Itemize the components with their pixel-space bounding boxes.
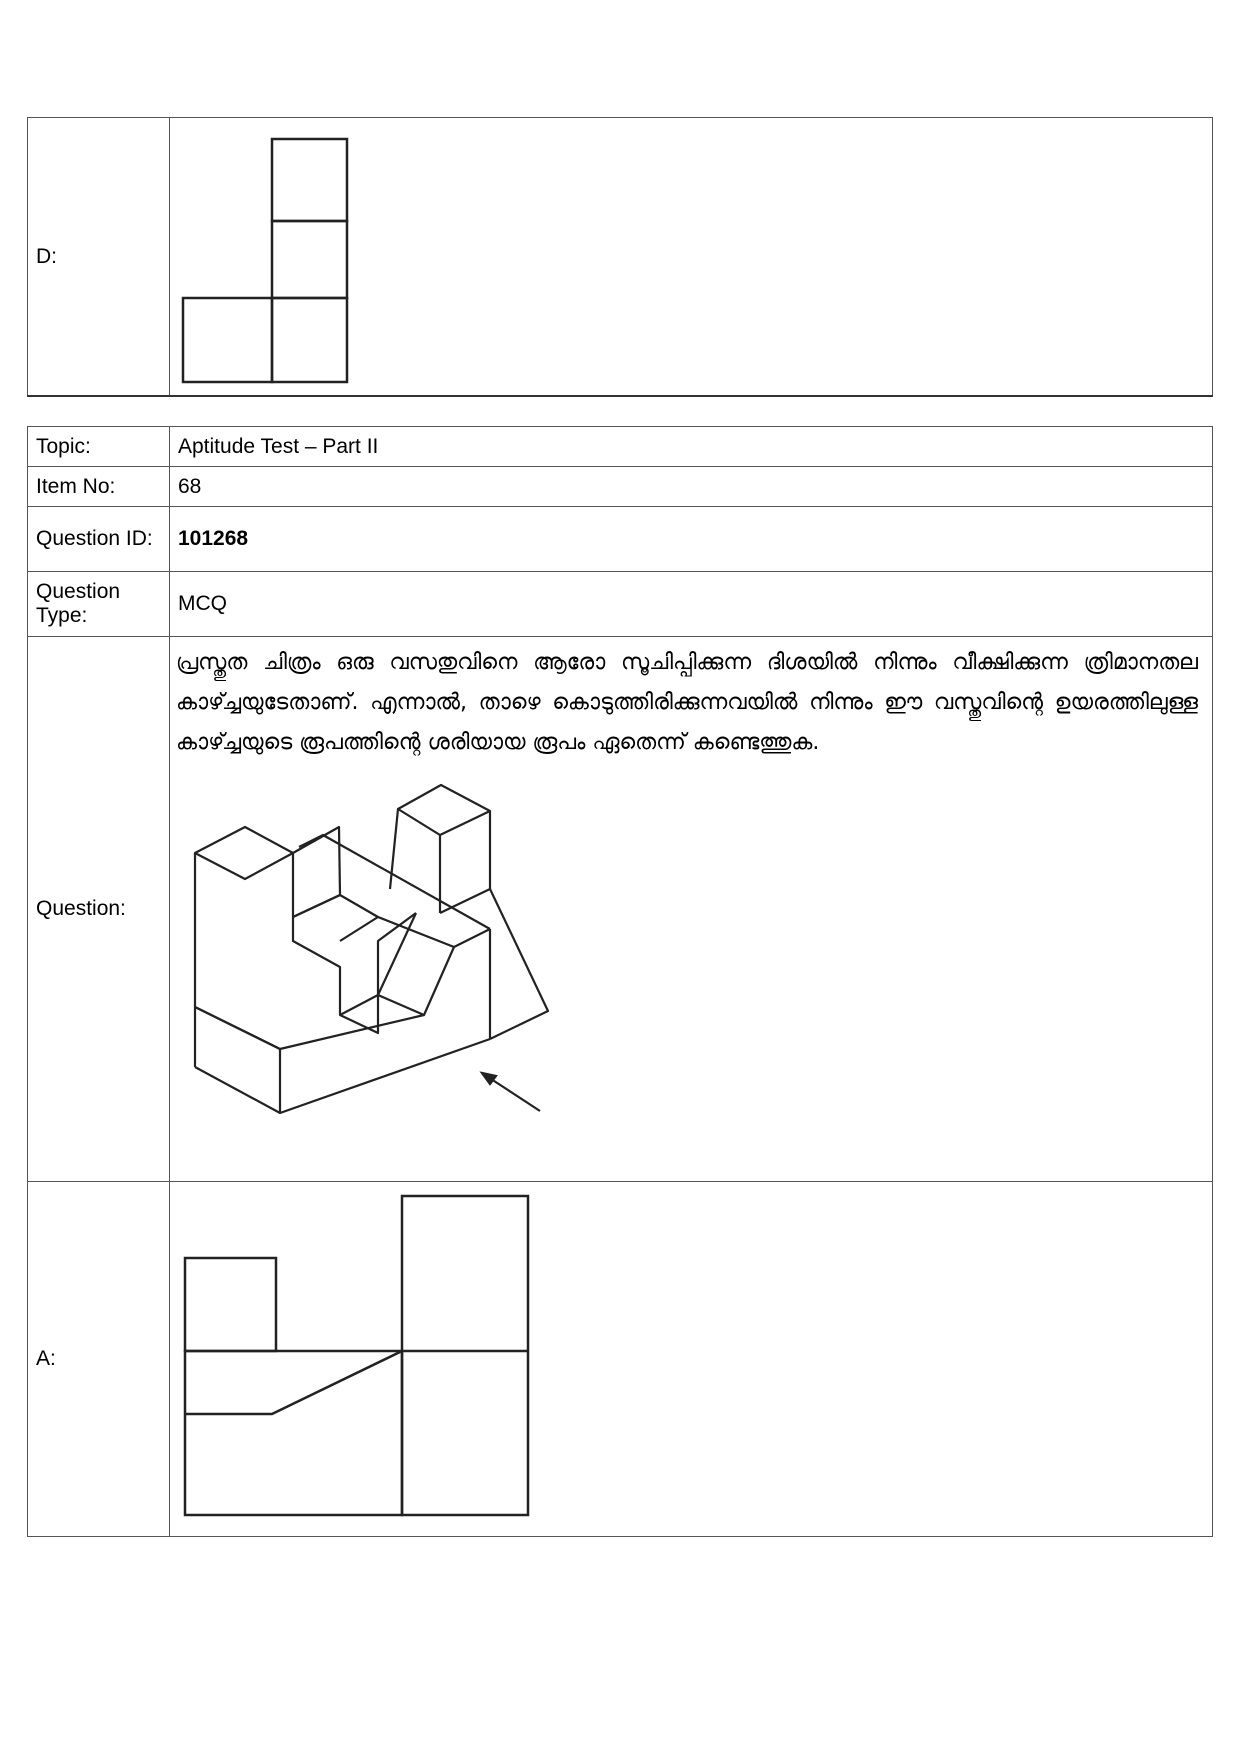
question-id-value: 101268	[170, 507, 1213, 572]
item-no-label: Item No:	[28, 467, 170, 507]
groove-top-edge	[454, 929, 490, 947]
topic-row	[28, 427, 1213, 467]
item-no-row	[28, 467, 1213, 507]
view-direction-arrow	[482, 1073, 540, 1111]
question-table	[27, 426, 1213, 1537]
option-a-figure	[170, 1189, 570, 1529]
option-a-figure-cell	[170, 1182, 1213, 1537]
question-label: Question:	[28, 637, 170, 1182]
option-a-tall-rectangle	[402, 1196, 528, 1515]
step-tread	[293, 895, 378, 941]
question-content-cell	[170, 637, 1213, 1182]
question-text: പ്രസ്തുത ചിത്രം ഒരു വസതുവിനെ ആരോ സൂചിപ്പിക്കുന്ന ദിശയിൽ നിന്നും വീക്ഷിക്കുന്ന ത്രിമാനതല കാഴ്ച്ചയുടേതാണ്. എന്നാൽ, താഴെ കൊടുത്തിരിക്കുന്നവയിൽ നിന്നും ഈ വസ്തുവിന്റെ ഉയരത്തിലുള്ള കാഴ്ച്ചയുടെ രൂപത്തിന്റെ ശരിയായ രൂപം ഏതെന്ന് കണ്ടെത്തുക.	[176, 650, 1198, 755]
option-d-top-square	[272, 139, 347, 221]
option-d-label: D:	[28, 118, 170, 397]
step-profile	[293, 853, 416, 1033]
question-id-label: Question ID:	[28, 507, 170, 572]
option-d-bottom-left-square	[183, 298, 272, 382]
option-a-row	[28, 1182, 1213, 1537]
front-left-bottom-edge	[195, 1007, 280, 1049]
slanted-support	[490, 889, 548, 1039]
option-a-slant-line	[185, 1351, 402, 1414]
topic-value: Aptitude Test – Part II	[170, 427, 1213, 467]
question-type-value: MCQ	[170, 572, 1213, 637]
left-block-front-face	[195, 853, 280, 1049]
option-d-table	[27, 117, 1213, 397]
option-a-left-block	[185, 1351, 402, 1515]
option-d-figure	[170, 122, 570, 392]
option-a-small-top-square	[185, 1258, 276, 1351]
option-a-label: A:	[28, 1182, 170, 1537]
rear-cube-top-face	[398, 785, 490, 835]
isometric-object-figure	[170, 781, 590, 1181]
front-bottom-edge	[280, 1039, 490, 1113]
item-no-value: 68	[170, 467, 1213, 507]
question-type-label: Question Type:	[28, 572, 170, 637]
question-id-row	[28, 507, 1213, 572]
option-d-bottom-right-square	[272, 298, 347, 382]
option-d-figure-cell	[170, 118, 1213, 397]
rail-back-edge	[440, 889, 490, 913]
left-block-top-face	[195, 827, 293, 879]
option-d-middle-square	[272, 221, 347, 298]
topic-label: Topic:	[28, 427, 170, 467]
question-row	[28, 637, 1213, 1182]
base-left-edge	[195, 1067, 280, 1113]
question-type-row	[28, 572, 1213, 637]
